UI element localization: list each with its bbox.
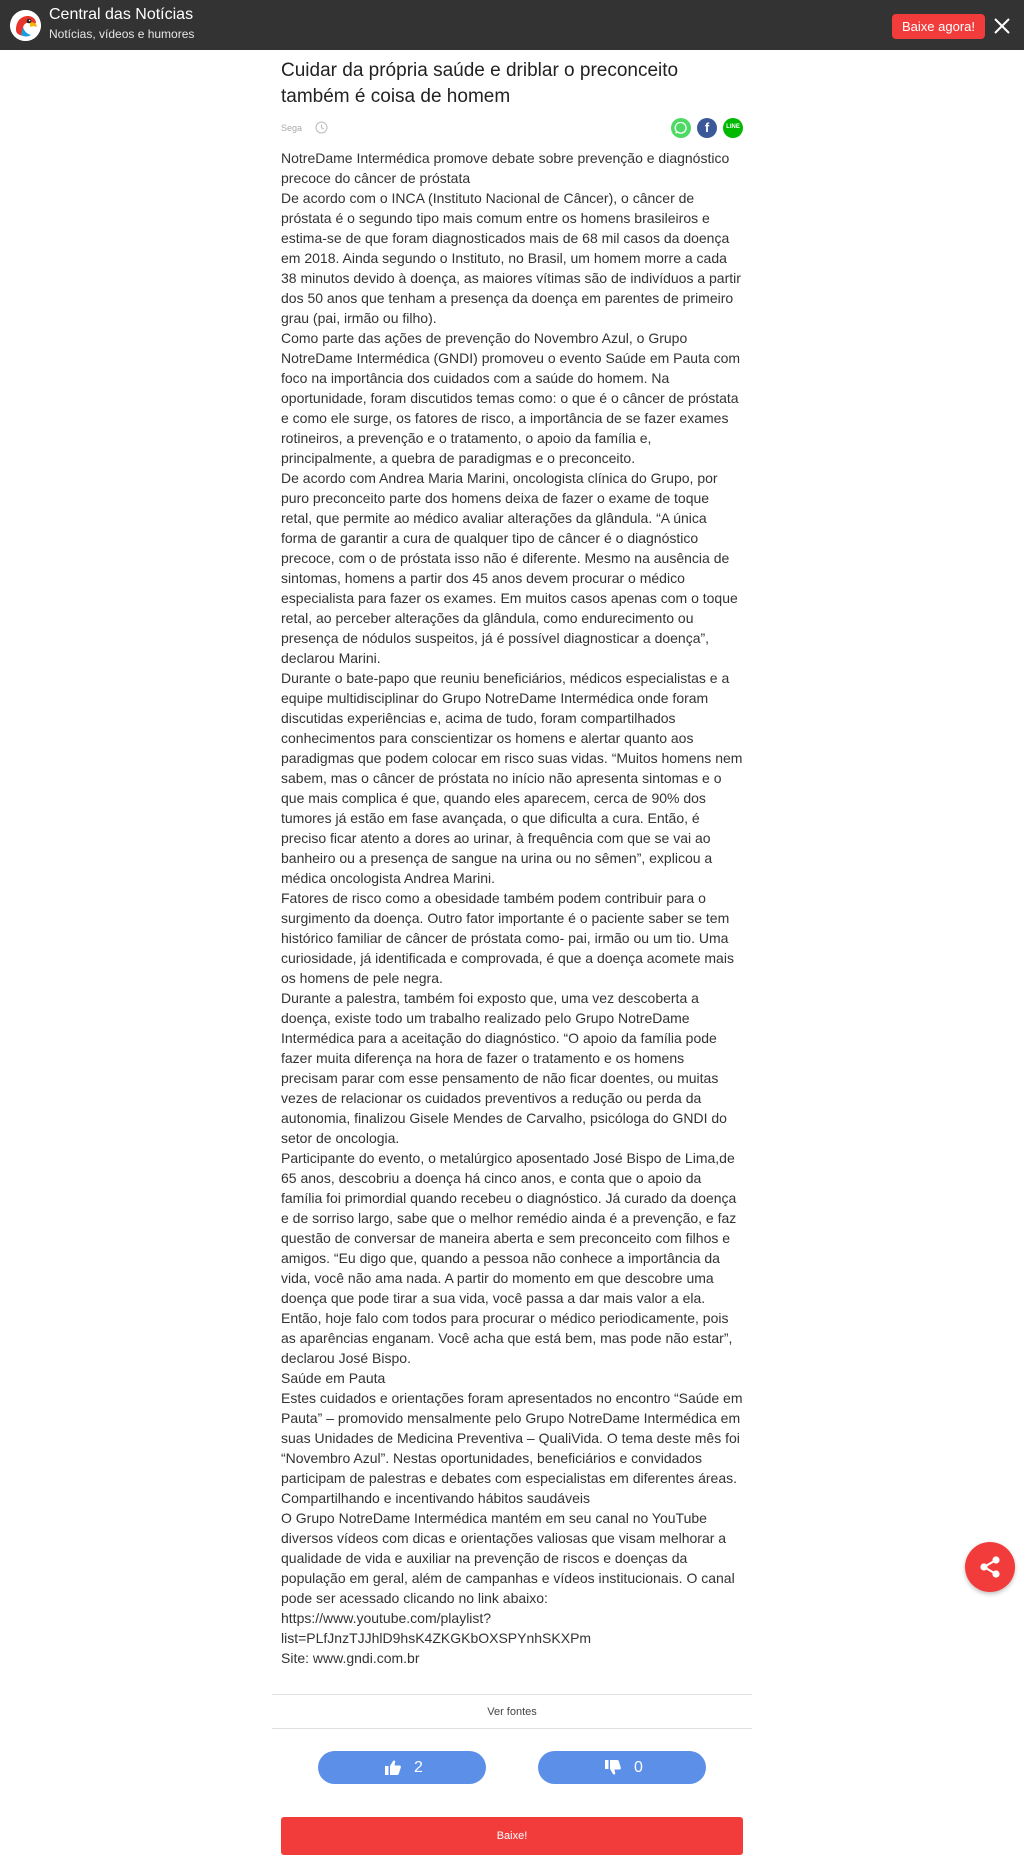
divider	[272, 1694, 752, 1695]
article-source: Sega	[281, 123, 303, 133]
parrot-logo-icon	[10, 10, 41, 41]
share-icon	[978, 1555, 1002, 1579]
article-body	[281, 148, 743, 1668]
thumbs-up-icon	[385, 1760, 401, 1775]
article-meta	[281, 118, 743, 146]
article-subheading: Saúde em Pauta	[281, 1370, 386, 1386]
youtube-link-list: list=PLfJnzTJJhlD9hsK4ZKGKbOXSPYnhSKXPm	[281, 1630, 592, 1646]
dislike-count: 0	[634, 1759, 643, 1776]
dislike-button[interactable]	[538, 1751, 706, 1784]
divider	[272, 1728, 752, 1729]
close-icon[interactable]	[991, 15, 1013, 37]
article-paragraph: Estes cuidados e orientações foram apresentados no encontro “Saúde em Pauta” – promovido mensalmente pelo Grupo NotreDame Intermédica em suas Unidades de Medicina Preventiva – QualiVida. O tema deste mês foi “Novembro Azul”. Nestas oportunidades, beneficiários e convidados participam de palestras e debates com especialistas em diferentes áreas.	[281, 1390, 743, 1486]
facebook-icon[interactable]	[697, 118, 717, 138]
download-button[interactable]: Baixe!	[281, 1817, 743, 1855]
view-sources-link[interactable]: Ver fontes	[487, 1706, 537, 1718]
like-button[interactable]	[318, 1751, 486, 1784]
share-icons	[671, 118, 743, 138]
article-paragraph: Como parte das ações de prevenção do Novembro Azul, o Grupo NotreDame Intermédica (GNDI) promoveu o evento Saúde em Pauta com foco na importância dos cuidados com a saúde do homem. Na oportunidade, foram discutidos temas como: o que é o câncer de próstata e como ele surge, os fatores de risco, a importância de se fazer exames rotineiros, a prevenção e o tratamento, o apoio da família e, principalmente, a quebra de paradigmas e o preconceito.	[281, 330, 741, 466]
whatsapp-icon[interactable]	[671, 118, 691, 138]
clock-icon	[315, 121, 328, 134]
article-paragraph: Participante do evento, o metalúrgico aposentado José Bispo de Lima,de 65 anos, descobriu a doença há cinco anos, e conta que o apoio da família foi primordial quando recebeu o diagnóstico. Já curado da doença e de sorriso largo, sabe que o melhor remédio ainda é a prevenção, e faz questão de conversar de maneira aberta e sem preconceito com filhos e amigos. “Eu digo que, quando a pessoa não conhece a importância da vida, você não ama nada. A partir do momento em que descobre uma doença que pode tirar a sua vida, você passa a dar mais valor a ela. Então, hoje falo com todos para procurar o médico periodicamente, pois as aparências enganam. Você acha que está bem, mas pode não estar”, declarou José Bispo.	[281, 1150, 737, 1366]
article-paragraph: O Grupo NotreDame Intermédica mantém em seu canal no YouTube diversos vídeos com dicas e orientações valiosas que visam melhorar a qualidade de vida e auxiliar na prevenção de riscos e doenças da população em geral, além de campanhas e vídeos institucionais. O canal pode ser acessado clicando no link abaixo:	[281, 1510, 735, 1606]
article-paragraph: De acordo com o INCA (Instituto Nacional de Câncer), o câncer de próstata é o segundo tipo mais comum entre os homens brasileiros e estima-se de que foram diagnosticados mais de 68 mil casos da doença em 2018. Ainda segundo o Instituto, no Brasil, um homem morre a cada 38 minutos devido à doença, as maiores vítimas são de indivíduos a partir dos 50 anos que tenham a presença da doença em parentes de primeiro grau (pai, irmão ou filho).	[281, 190, 741, 326]
download-now-button[interactable]: Baixe agora!	[892, 14, 985, 39]
thumbs-down-icon	[605, 1760, 621, 1775]
app-banner	[0, 0, 1024, 50]
site-link: Site: www.gndi.com.br	[281, 1650, 420, 1666]
article-paragraph: Durante o bate-papo que reuniu beneficiários, médicos especialistas e a equipe multidisciplinar do Grupo NotreDame Intermédica onde foram discutidas experiências e, acima de tudo, foram compartilhados conhecimentos para conscientizar os homens e alertar quanto aos paradigmas que podem colocar em risco suas vidas. “Muitos homens nem sabem, mas o câncer de próstata no início não apresenta sintomas e o que mais complica é que, quando eles aparecem, cerca de 90% dos tumores já estão em fase avançada, o que dificulta a cura. Então, é preciso ficar atento a dores ao urinar, à frequência com que se vai ao banheiro ou a presença de sangue na urina ou no sêmen”, explicou a médica oncologista Andrea Marini.	[281, 670, 743, 886]
article-paragraph: De acordo com Andrea Maria Marini, oncologista clínica do Grupo, por puro preconceito parte dos homens deixa de fazer o exame de toque retal, que permite ao médico avaliar alterações da glândula. “A única forma de garantir a cura de qualquer tipo de câncer é o diagnóstico precoce, com o de próstata isso não é diferente. Mesmo na ausência de sintomas, homens a partir dos 45 anos devem procurar o médico especialista para fazer os exames. Em muitos casos apenas com o toque retal, ao perceber alterações da glândula, como endurecimento ou presença de nódulos suspeitos, já é possível diagnosticar a doença”, declarou Marini.	[281, 470, 738, 666]
youtube-link: https://www.youtube.com/playlist?	[281, 1610, 492, 1626]
article-paragraph: Fatores de risco como a obesidade também podem contribuir para o surgimento da doença. Outro fator importante é o paciente saber se tem histórico familiar de câncer de próstata como- pai, irmão ou um tio. Uma curiosidade, já identificada e comprovada, é que a doença acomete mais os homens de pele negra.	[281, 890, 734, 986]
share-button[interactable]	[965, 1542, 1015, 1592]
line-glyph: LINE	[726, 124, 740, 130]
like-count: 2	[414, 1759, 423, 1776]
article-paragraph: NotreDame Intermédica promove debate sobre prevenção e diagnóstico precoce do câncer de próstata	[281, 150, 730, 186]
facebook-glyph: f	[704, 120, 710, 135]
article-subheading: Compartilhando e incentivando hábitos saudáveis	[281, 1490, 590, 1506]
article	[281, 58, 743, 1668]
article-title: Cuidar da própria saúde e driblar o preconceito também é coisa de homem	[281, 60, 679, 107]
app-name: Central das Notícias	[49, 6, 194, 23]
article-paragraph: Durante a palestra, também foi exposto que, uma vez descoberta a doença, existe todo um trabalho realizado pelo Grupo NotreDame Intermédica para a aceitação do diagnóstico. “O apoio da família pode fazer muita diferença na hora de fazer o tratamento e os homens precisam parar com esse pensamento de não ficar doentes, ou muitas vezes de relacionar os cuidados preventivos a redução ou perda da autonomia, finalizou Gisele Mendes de Carvalho, psicóloga do GNDI do setor de oncologia.	[281, 990, 727, 1146]
line-icon[interactable]	[723, 118, 743, 138]
app-tagline: Notícias, vídeos e humores	[49, 27, 195, 41]
